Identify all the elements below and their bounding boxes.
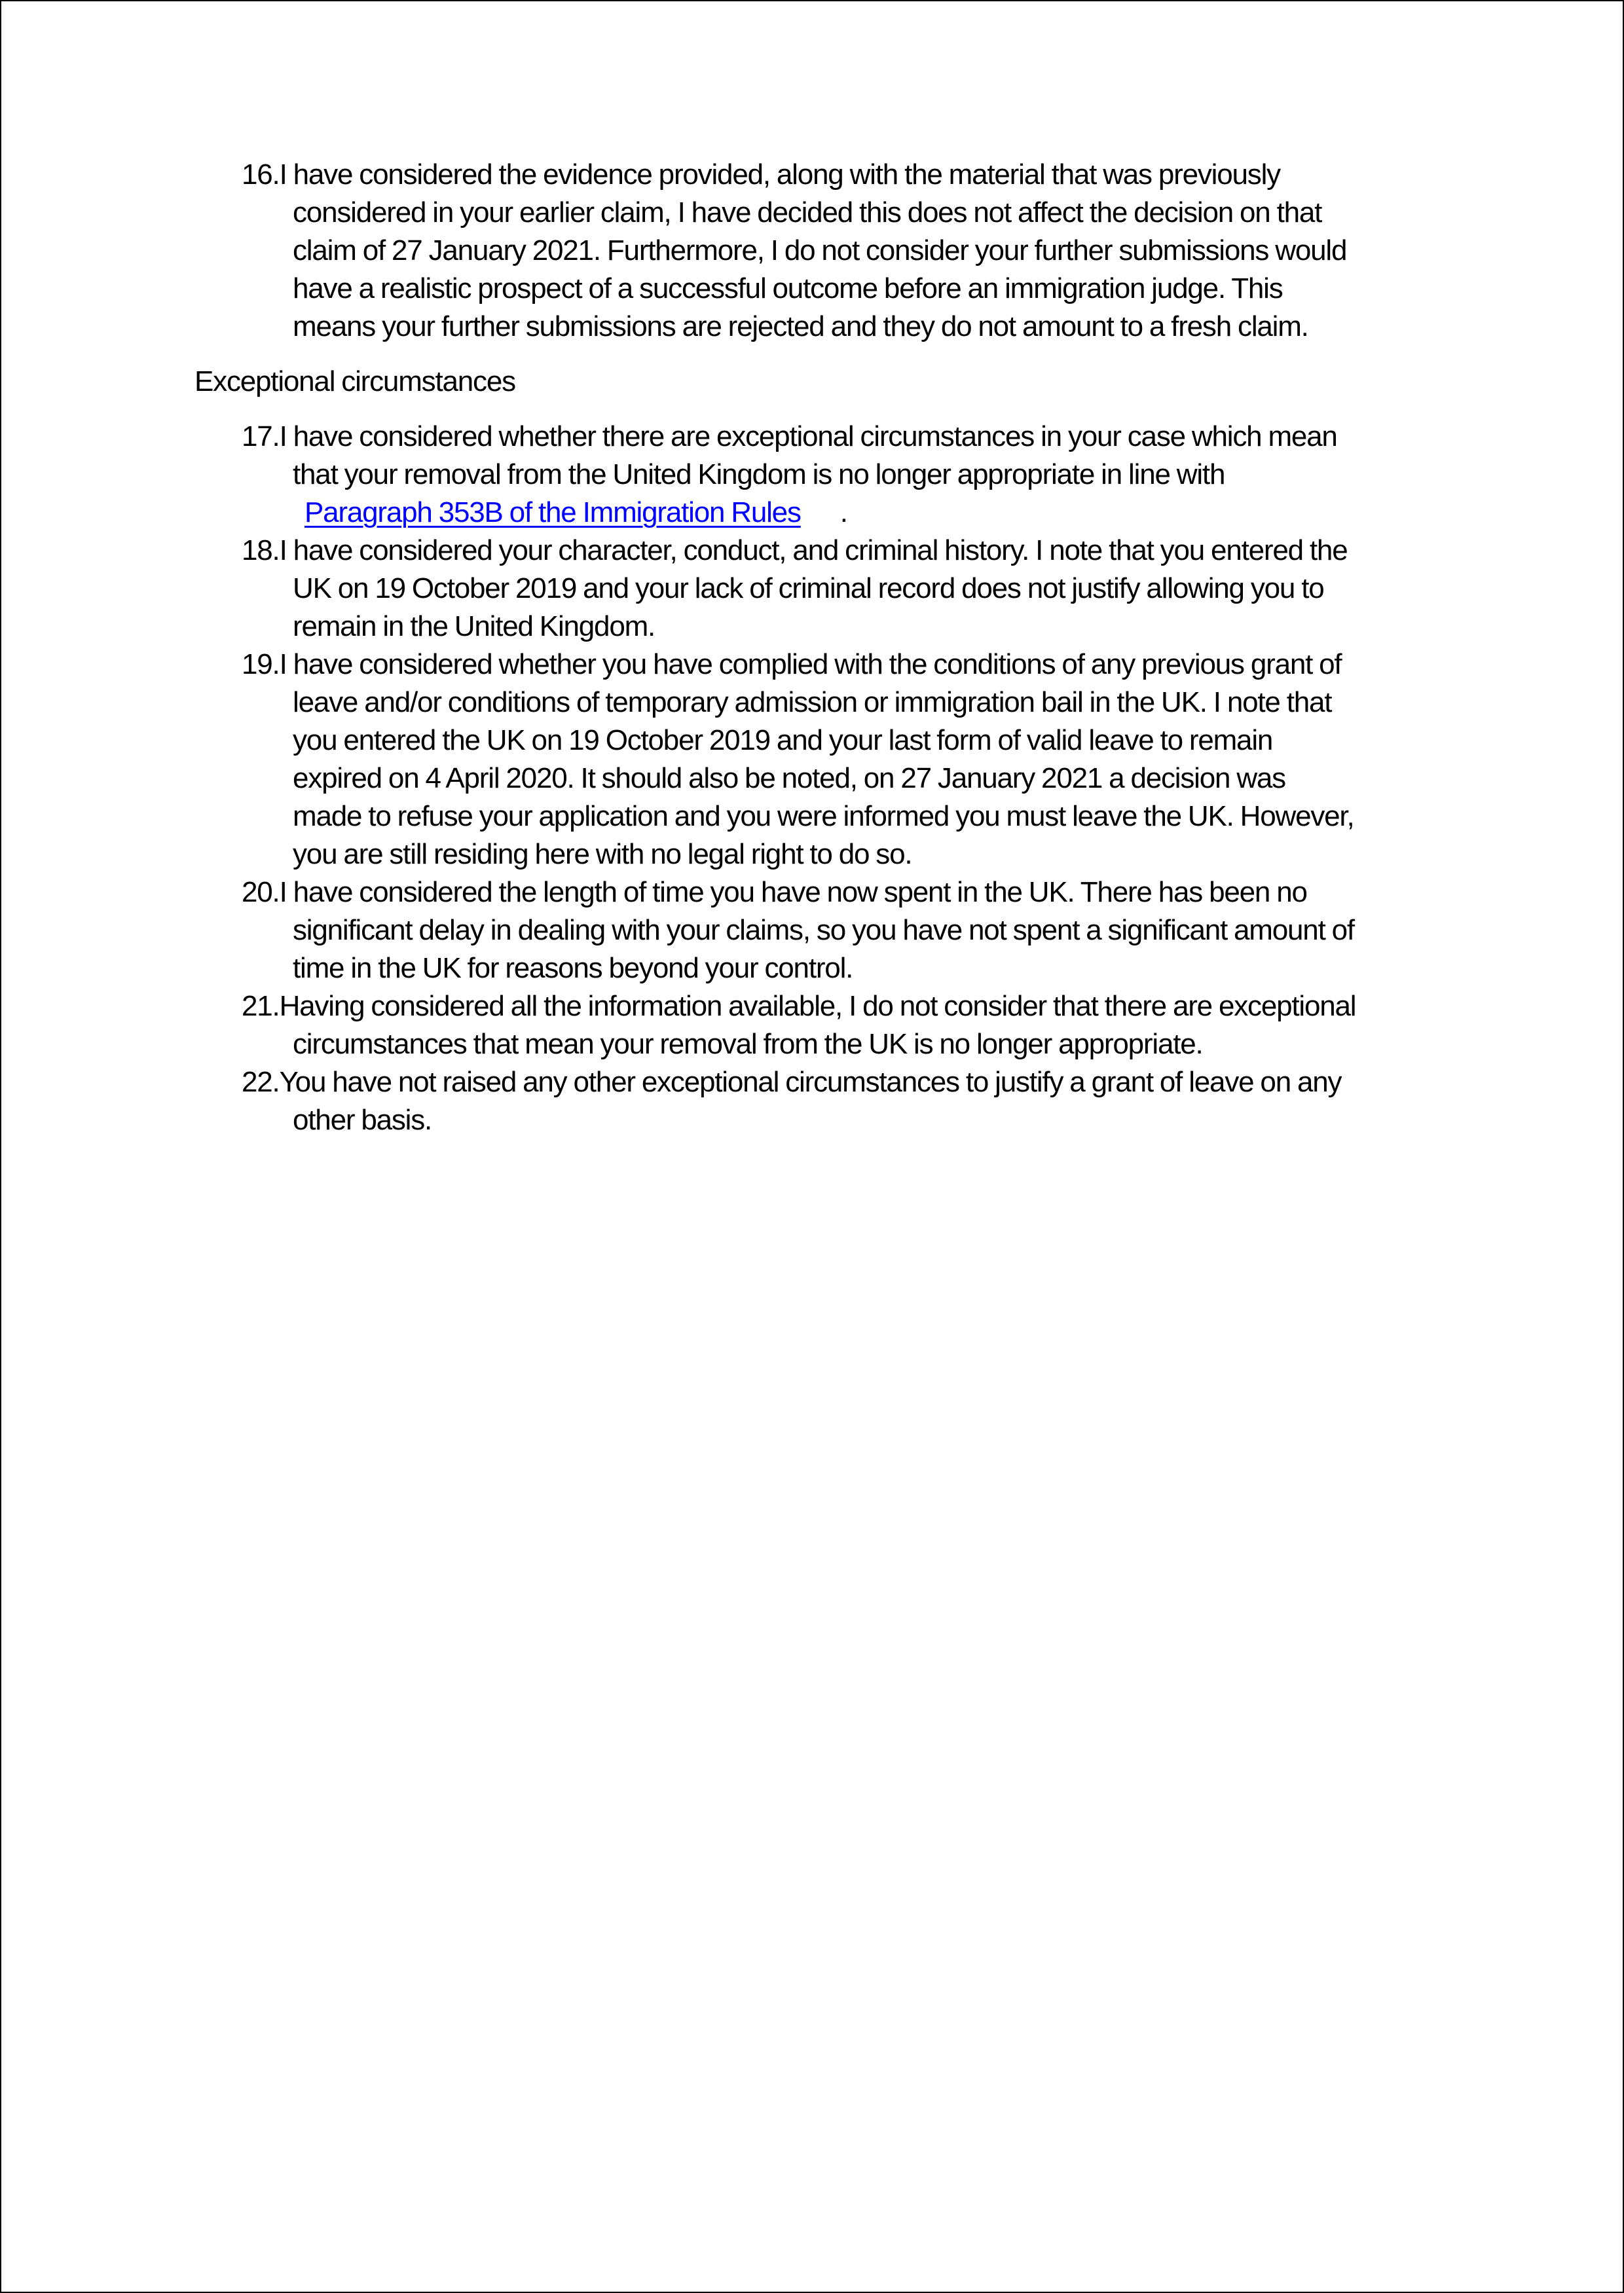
numbered-list-section-1 bbox=[194, 156, 1360, 346]
numbered-list-section-2 bbox=[194, 418, 1360, 1139]
item-number: 17. bbox=[242, 420, 280, 452]
item-text: I have considered your character, conduct, and criminal history. I note that you entered the UK on 19 October 2019 and your lack of criminal record does not justify allowing you to remain in the United Kingdom. bbox=[279, 534, 1348, 642]
item-text: Having considered all the information available, I do not consider that there are exceptional circumstances that mean your removal from the UK is no longer appropriate. bbox=[279, 990, 1356, 1060]
list-item-18 bbox=[194, 532, 1360, 646]
list-item-17 bbox=[194, 418, 1360, 532]
item-text: I have considered whether you have complied with the conditions of any previous grant of leave and/or conditions of temporary admission or immigration bail in the UK. I note that you entered the UK on 19 October 2019 and your last form of valid leave to remain expired on 4 April 2020. It should also be noted, on 27 January 2021 a decision was made to refuse your application and you were informed you must leave the UK. However, you are still residing here with no legal right to do so. bbox=[279, 648, 1354, 870]
item-number: 22. bbox=[242, 1066, 280, 1098]
item-text-end: . bbox=[840, 496, 847, 528]
paragraph-353b-link[interactable]: Paragraph 353B of the Immigration Rules bbox=[304, 496, 801, 528]
item-number: 18. bbox=[242, 534, 280, 566]
item-number: 21. bbox=[242, 990, 280, 1022]
list-item-19 bbox=[194, 646, 1360, 873]
document-body bbox=[194, 156, 1360, 1139]
item-text: I have considered whether there are exceptional circumstances in your case which mean that your removal from the United Kingdom is no longer appropriate in line with bbox=[279, 420, 1337, 490]
item-number: 19. bbox=[242, 648, 280, 680]
item-number: 16. bbox=[242, 158, 280, 191]
item-text: I have considered the evidence provided, along with the material that was previously considered in your earlier claim, I have decided this does not affect the decision on that claim of 27 January 2021. Furthermore, I do not consider your further submissions would have a realistic prospect of a successful outcome before an immigration judge. This means your further submissions are rejected and they do not amount to a fresh claim. bbox=[279, 158, 1347, 342]
item-number: 20. bbox=[242, 876, 280, 908]
section-heading-exceptional-circumstances: Exceptional circumstances bbox=[194, 365, 515, 397]
list-item-21 bbox=[194, 987, 1360, 1063]
item-text: I have considered the length of time you have now spent in the UK. There has been no significant delay in dealing with your claims, so you have not spent a significant amount of time in the UK for reasons beyond your control. bbox=[279, 876, 1354, 984]
list-item-20 bbox=[194, 873, 1360, 987]
list-item-22 bbox=[194, 1063, 1360, 1139]
list-item-16 bbox=[194, 156, 1360, 346]
item-text: You have not raised any other exceptional circumstances to justify a grant of leave on any other basis. bbox=[279, 1066, 1342, 1136]
